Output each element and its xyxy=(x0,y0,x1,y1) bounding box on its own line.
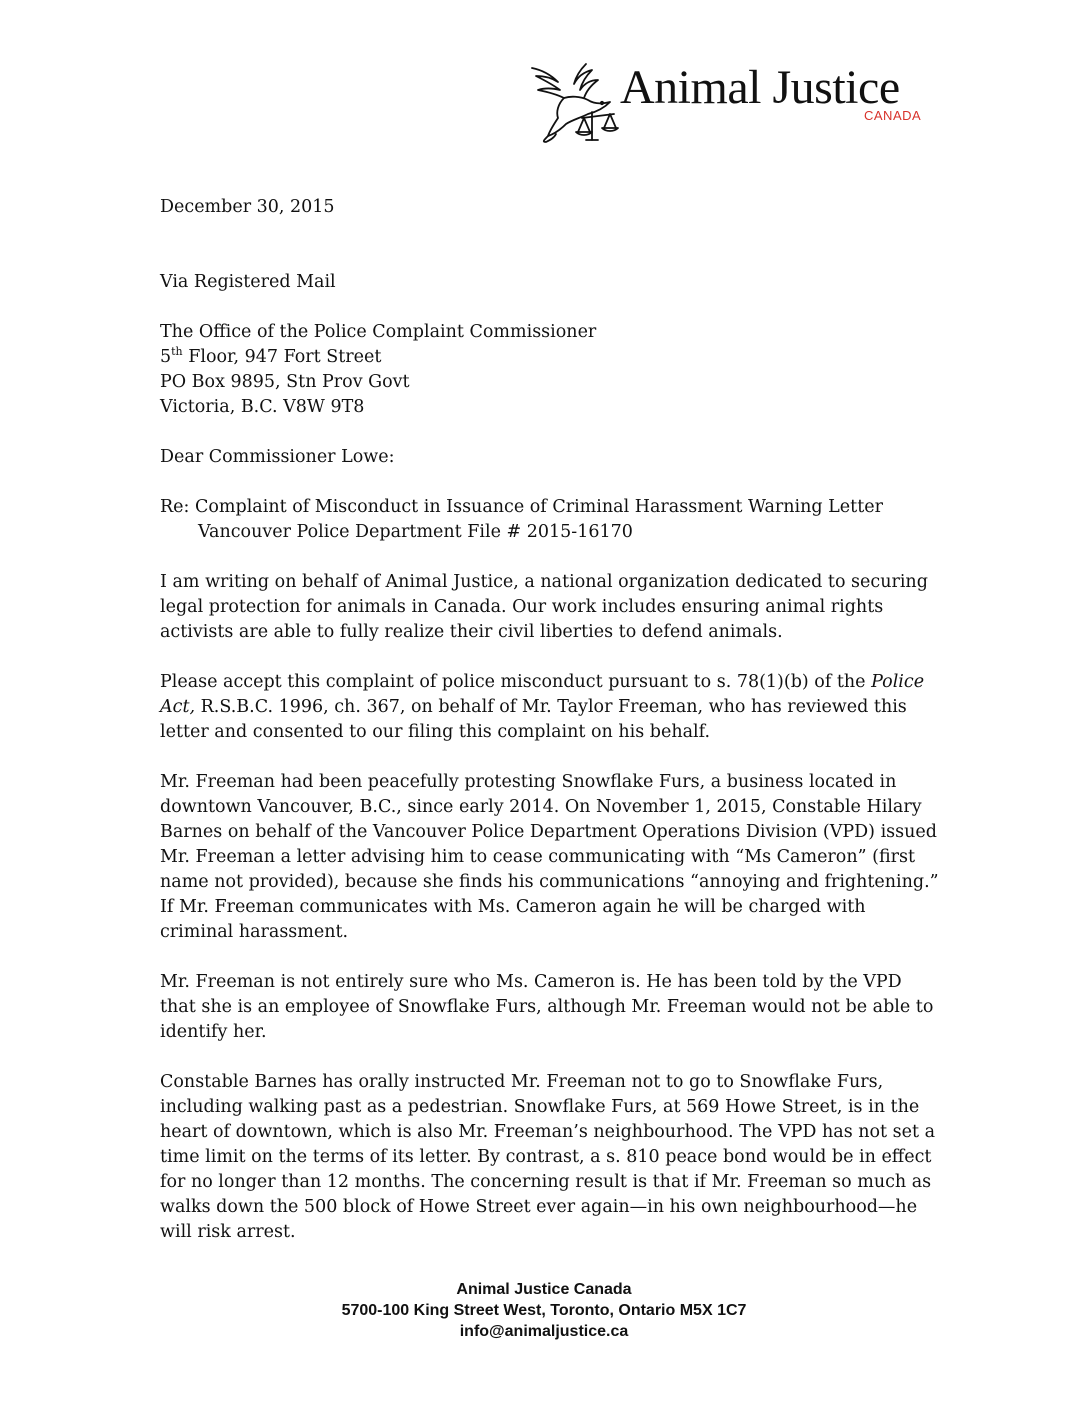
letterhead-footer xyxy=(0,1279,1088,1342)
footer-org: Animal Justice Canada xyxy=(456,1281,632,1298)
footer-email: info@animaljustice.ca xyxy=(459,1323,629,1340)
salutation: Dear Commissioner Lowe: xyxy=(160,447,395,467)
logo-country: CANADA xyxy=(864,108,922,123)
subject-line xyxy=(160,495,940,545)
delivery-method: Via Registered Mail xyxy=(160,272,336,292)
address-line: Victoria, B.C. V8W 9T8 xyxy=(160,397,365,417)
paragraph-complaint: Please accept this complaint of police misconduct pursuant to s. 78(1)(b) of the Police Act, R.S.B.C. 1996, ch. 367, on behalf of Mr. Taylor Freeman, who has reviewed this letter and consented to our filing this complaint on his behalf. xyxy=(160,672,925,742)
subject-line-2: Vancouver Police Department File # 2015-16170 xyxy=(198,522,633,542)
paragraph-identity: Mr. Freeman is not entirely sure who Ms. Cameron is. He has been told by the VPD that she is an employee of Snowflake Furs, although Mr. Freeman would not be able to identify her. xyxy=(160,972,934,1042)
paragraph-intro: I am writing on behalf of Animal Justice, a national organization dedicated to securing legal protection for animals in Canada. Our work includes ensuring animal rights activists are able to fully realize their civil liberties to defend animals. xyxy=(160,572,928,642)
dove-with-scales-icon xyxy=(528,60,624,144)
recipient-address xyxy=(160,320,940,420)
footer-address: 5700-100 King Street West, Toronto, Ontario M5X 1C7 xyxy=(341,1302,747,1319)
paragraph-instructions: Constable Barnes has orally instructed Mr. Freeman not to go to Snowflake Furs, including walking past as a pedestrian. Snowflake Furs, at 569 Howe Street, is in the heart of downtown, which is also Mr. Freeman’s neighbourhood. The VPD has not set a time limit on the terms of its letter. By contrast, a s. 810 peace bond would be in effect for no longer than 12 months. The concerning result is that if Mr. Freeman so much as walks down the 500 block of Howe Street ever again—in his own neighbourhood—he will risk arrest. xyxy=(160,1072,935,1242)
address-line: The Office of the Police Complaint Commissioner xyxy=(160,322,597,342)
paragraph-background: Mr. Freeman had been peacefully protesting Snowflake Furs, a business located in downtown Vancouver, B.C., since early 2014. On November 1, 2015, Constable Hilary Barnes on behalf of the Vancouver Police Department Operations Division (VPD) issued Mr. Freeman a letter advising him to cease communicating with “Ms Cameron” (first name not provided), because she finds his communications “annoying and frightening.” If Mr. Freeman communicates with Ms. Cameron again he will be charged with criminal harassment. xyxy=(160,772,939,942)
letter-body xyxy=(160,195,940,1270)
address-line: PO Box 9895, Stn Prov Govt xyxy=(160,372,410,392)
subject-line-1: Re: Complaint of Misconduct in Issuance of Criminal Harassment Warning Letter xyxy=(160,497,883,517)
logo-wordmark: Animal Justice xyxy=(620,61,900,114)
animal-justice-logo xyxy=(528,60,928,150)
letter-date: December 30, 2015 xyxy=(160,197,335,217)
address-line: 5th Floor, 947 Fort Street xyxy=(160,345,382,367)
